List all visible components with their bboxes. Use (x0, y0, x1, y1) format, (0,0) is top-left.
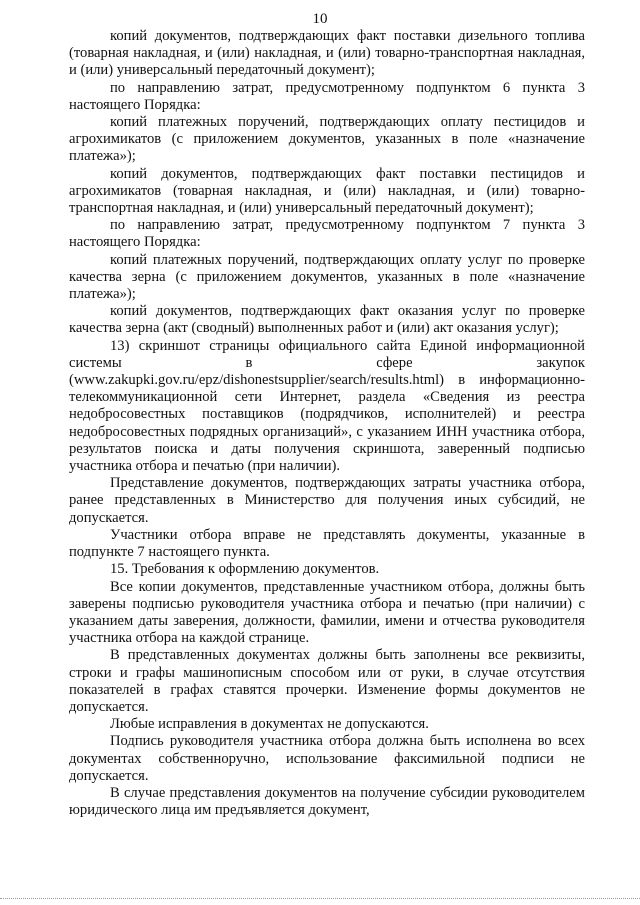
paragraph-fuel-delivery-docs: копий документов, подтверждающих факт поставки дизельного топлива (товарная накладная, и (или) накладная, и (или) товарно-транспортная накладная, и (или) универсальный передаточный документ); (69, 28, 585, 79)
page-bottom-divider (0, 898, 640, 899)
paragraph-signature-requirements: Подпись руководителя участника отбора должна быть исполнена во всех документах собственноручно, использование факсимильной подписи не допускается. (69, 733, 585, 784)
paragraph-legal-entity-document: В случае представления документов на получение субсидии руководителем юридического лица им предъявляется документ, (69, 784, 585, 819)
paragraph-grain-check-payments: копий платежных поручений, подтверждающих оплату услуг по проверке качества зерна (с приложением документов, указанных в поле «назначение платежа»); (69, 251, 585, 303)
paragraph-copies-certification: Все копии документов, представленные участником отбора, должны быть заверены подписью руководителя участника отбора и печатью (при наличии) с указанием даты заверения, должности, фамилии, имени и отчества руководителя участника отбора на каждой странице. (69, 578, 585, 647)
paragraph-optional-docs: Участники отбора вправе не представлять документы, указанные в подпункте 7 настоящего пункта. (69, 526, 585, 561)
page-number: 10 (312, 11, 328, 27)
document-body (69, 28, 585, 819)
paragraph-item-13-screenshot: 13) скриншот страницы официального сайта Единой информационной системы в сфере закупок (www.zakupki.gov.ru/epz/dishonestsupplier/search/results.html) в информационно-телекоммуникационной сети Интернет, раздела «Сведения из реестра недобросовестных поставщиков (подрядчиков, исполнителей) и реестра недобросовестных подрядных организаций», с указанием ИНН участника отбора, результатов поиска и даты получения скриншота, заверенный подписью участника отбора и печатью (при наличии). (69, 337, 585, 475)
paragraph-no-corrections: Любые исправления в документах не допускаются. (110, 716, 429, 733)
paragraph-subclause-7-heading: по направлению затрат, предусмотренному подпунктом 7 пункта 3 настоящего Порядка: (69, 217, 585, 251)
paragraph-pesticide-payments: копий платежных поручений, подтверждающих оплату пестицидов и агрохимикатов (с приложением документов, указанных в поле «назначение платежа»); (69, 114, 585, 165)
paragraph-grain-check-docs: копий документов, подтверждающих факт оказания услуг по проверке качества зерна (акт (сводный) выполненных работ и (или) акт оказания услуг); (69, 303, 585, 337)
paragraph-previous-docs-not-allowed: Представление документов, подтверждающих затраты участника отбора, ранее представленных в Министерство для получения иных субсидий, не допускается. (69, 475, 585, 526)
paragraph-pesticide-delivery-docs: копий документов, подтверждающих факт поставки пестицидов и агрохимикатов (товарная накладная, и (или) накладная, и (или) товарно-транспортная накладная, и (или) универсальный передаточный документ); (69, 165, 585, 217)
paragraph-item-15-heading: 15. Требования к оформлению документов. (110, 561, 380, 578)
paragraph-filling-requirements: В представленных документах должны быть заполнены все реквизиты, строки и графы машинописным способом или от руки, в случае отсутствия показателей в графах ставятся прочерки. Изменение формы документов не допускается. (69, 647, 585, 715)
paragraph-subclause-6-heading: по направлению затрат, предусмотренному подпунктом 6 пункта 3 настоящего Порядка: (69, 79, 585, 113)
